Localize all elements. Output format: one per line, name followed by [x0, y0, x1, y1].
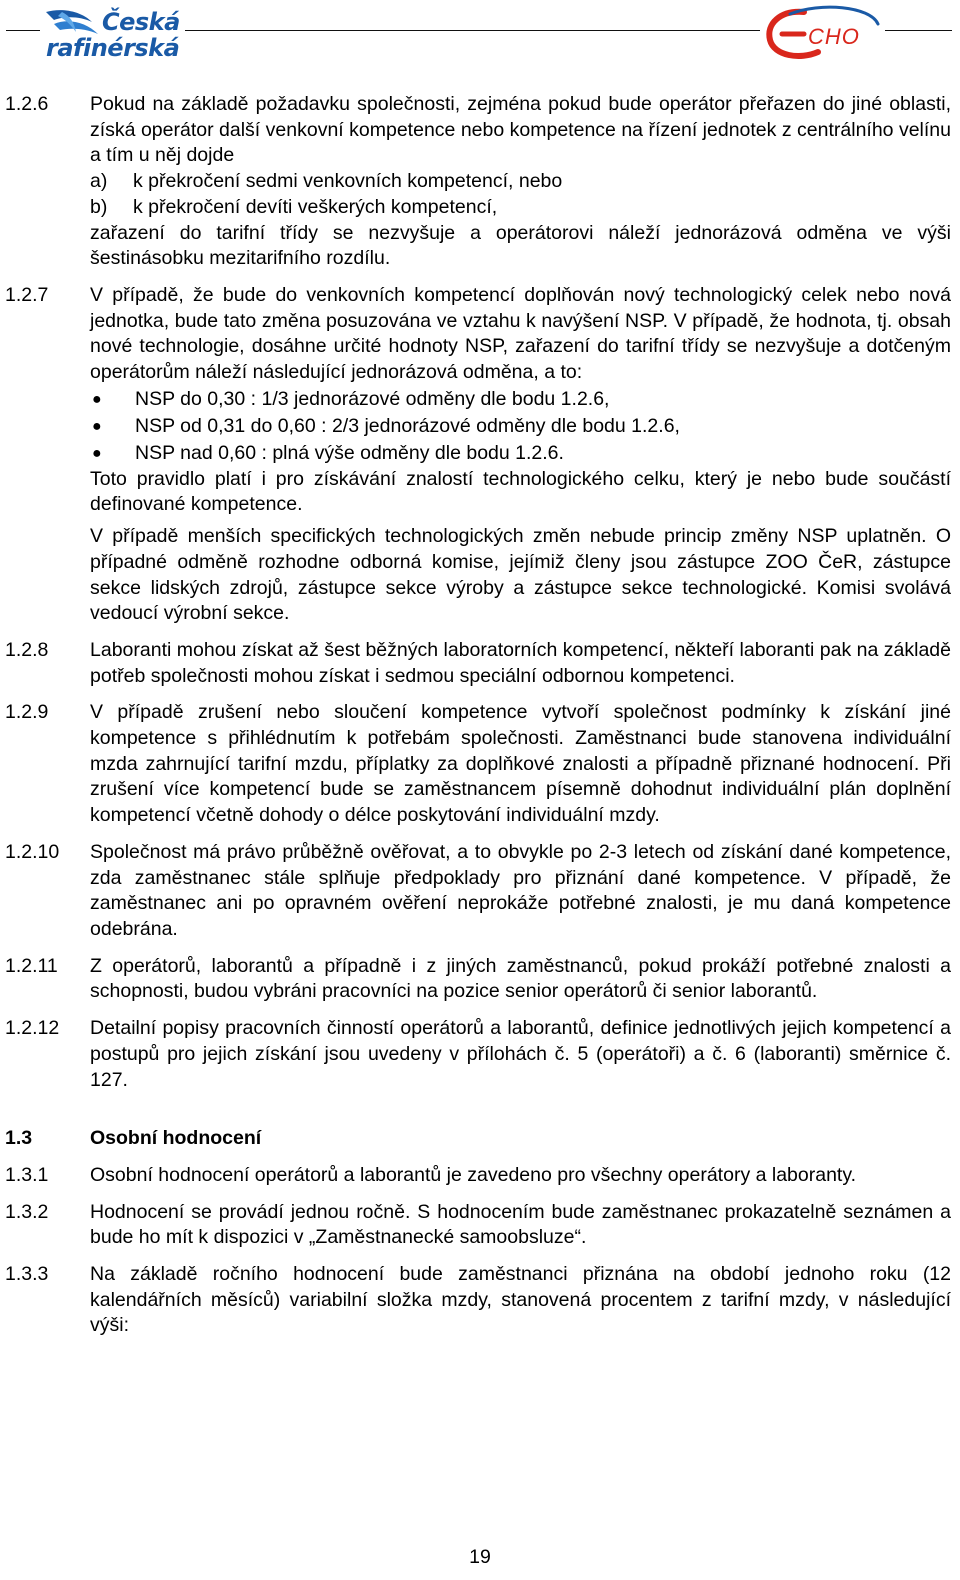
paragraph-text: Pokud na základě požadavku společnosti, zejména pokud bude operátor přeřazen do jiné oblasti, získá operátor další venkovní kompetence nebo kompetence na řízení jednotek z centrálního velínu a tím u něj dojde	[90, 93, 951, 167]
paragraph-number: 1.2.11	[5, 954, 58, 977]
logo-text-line2: rafinérská	[46, 34, 180, 62]
paragraph-number: 1.2.8	[5, 638, 49, 661]
paragraph-1-2-8	[0, 638, 960, 689]
paragraph-1-2-6	[0, 92, 960, 272]
paragraph-text: V případě, že bude do venkovních kompetencí doplňován nový technologický celek nebo nová jednotka, bude tato změna posuzována ve vztahu k navýšení NSP. V případě, že hodnota, tj. obsah nové technologie, dosáhne určité hodnoty NSP, zařazení do tarifní třídy se nezvyšuje a dotčeným operátorům náleží následující jednorázová odměna, a to:	[90, 283, 951, 384]
paragraph-text-after: V případě menších specifických technologických změn nebude princip změny NSP uplatněn. O případné odměně rozhodne odborná komise, jejímiž členy jsou zástupce ZOO ČeR, zástupce sekce lidských zdrojů, zástupce sekce výroby a zástupce sekce technologické. Komisi svolává vedoucí výrobní sekce.	[90, 525, 951, 625]
bullet-text: NSP do 0,30 : 1/3 jednorázové odměny dle bodu 1.2.6,	[135, 387, 610, 410]
paragraph-text: Detailní popisy pracovních činností operátorů a laborantů, definice jednotlivých jejich kompetencí a postupů pro jejich získání jsou uvedeny v přílohách č. 5 (operátoři) a č. 6 (laboranti) směrnice č. 127.	[90, 1017, 951, 1091]
paragraph-text: Z operátorů, laborantů a případně i z jiných zaměstnanců, pokud prokáží potřebné znalosti a schopnosti, budou vybráni pracovníci na pozice senior operátorů či senior laborantů.	[90, 954, 951, 1003]
bullet-text: NSP nad 0,60 : plná výše odměny dle bodu 1.2.6.	[135, 441, 564, 464]
list-text: k překročení sedmi venkovních kompetencí, nebo	[133, 170, 563, 193]
paragraph-1-2-10	[0, 840, 960, 943]
bullet-item	[90, 386, 951, 413]
list-text: k překročení devíti veškerých kompetencí,	[133, 195, 498, 218]
paragraph-text: V případě zrušení nebo sloučení kompetence vytvoří společnost podmínky k získání jiné kompetence s přihlédnutím k potřebám společnosti. Zaměstnanci bude stanovena individuální mzda zahrnující tarifní mzdu, příplatky za doplňkové znalosti a případně přiznané hodnocení. Při zrušení více kompetencí bude se zaměstnancem písemně dohodnut individuální plán doplnění kompetencí včetně dohody o délce poskytování individuální mzdy.	[90, 701, 951, 827]
page-number: 19	[469, 1546, 491, 1568]
paragraph-number: 1.3.3	[5, 1263, 49, 1286]
section-title: Osobní hodnocení	[90, 1127, 262, 1150]
list-item	[90, 195, 951, 221]
bullet-item	[90, 440, 951, 467]
bullet-text: NSP od 0,31 do 0,60 : 2/3 jednorázové odměny dle bodu 1.2.6,	[135, 414, 680, 437]
paragraph-text: Hodnocení se provádí jednou ročně. S hodnocením bude zaměstnanec prokazatelně seznámen a bude ho mít k dispozici v „Zaměstnanecké samoobsluze“.	[90, 1200, 951, 1249]
paragraph-number: 1.2.6	[5, 93, 49, 115]
paragraph-text: Laboranti mohou získat až šest běžných laboratorních kompetencí, někteří laboranti pak na základě potřeb společnosti mohou získat i sedmou speciální odbornou kompetenci.	[90, 638, 951, 687]
logo-text-line1: Česká	[102, 8, 180, 36]
list-item	[90, 169, 951, 195]
echo-logo	[760, 2, 885, 62]
paragraph-1-2-11	[0, 954, 960, 1005]
paragraph-1-3-1	[0, 1163, 960, 1189]
paragraph-number: 1.2.7	[5, 283, 49, 306]
paragraph-1-2-7	[0, 283, 960, 627]
ceska-rafinerska-logo	[40, 4, 185, 64]
bullet-icon: ●	[92, 444, 102, 462]
section-heading	[0, 1126, 960, 1152]
page-header	[0, 0, 960, 70]
paragraph-number: 1.2.9	[5, 701, 49, 724]
paragraph-1-3-2	[0, 1200, 960, 1251]
document-body	[0, 92, 960, 1339]
paragraph-text-after: Toto pravidlo platí i pro získávání znalostí technologického celku, který je nebo bude součástí definované kompetence.	[90, 467, 951, 516]
paragraph-text: Osobní hodnocení operátorů a laborantů je zavedeno pro všechny operátory a laboranty.	[90, 1163, 857, 1186]
paragraph-number: 1.2.10	[5, 840, 60, 863]
paragraph-text-after: zařazení do tarifní třídy se nezvyšuje a operátorovi náleží jednorázová odměna ve výši šestinásobku mezitarifního rozdílu.	[90, 221, 951, 270]
paragraph-1-2-9	[0, 700, 960, 829]
paragraph-text: Na základě ročního hodnocení bude zaměstnanci přiznána na období jednoho roku (12 kalendářních měsíců) variabilní složka mzdy, stanovená procentem z tarifní mzdy, v následující výši:	[90, 1263, 951, 1337]
paragraph-number: 1.3.1	[5, 1163, 49, 1186]
list-label: a)	[90, 170, 108, 193]
paragraph-1-2-12	[0, 1016, 960, 1093]
paragraph-number: 1.2.12	[5, 1017, 60, 1040]
paragraph-1-3-3	[0, 1262, 960, 1339]
bullet-icon: ●	[92, 417, 102, 435]
list-label: b)	[90, 195, 108, 218]
paragraph-number: 1.3.2	[5, 1200, 49, 1223]
echo-logo-text: CHO	[808, 24, 860, 49]
bullet-list	[90, 386, 951, 467]
bullet-item	[90, 413, 951, 440]
bullet-icon: ●	[92, 390, 102, 408]
paragraph-text: Společnost má právo průběžně ověřovat, a to obvykle po 2-3 letech od získání dané kompetence, zda zaměstnanec stále splňuje předpoklady pro přiznání dané kompetence. V případě, že zaměstnanec ani po opravném ověření neprokáže potřebné znalosti, je mu daná kompetence odebrána.	[90, 840, 951, 940]
section-number: 1.3	[5, 1127, 33, 1150]
